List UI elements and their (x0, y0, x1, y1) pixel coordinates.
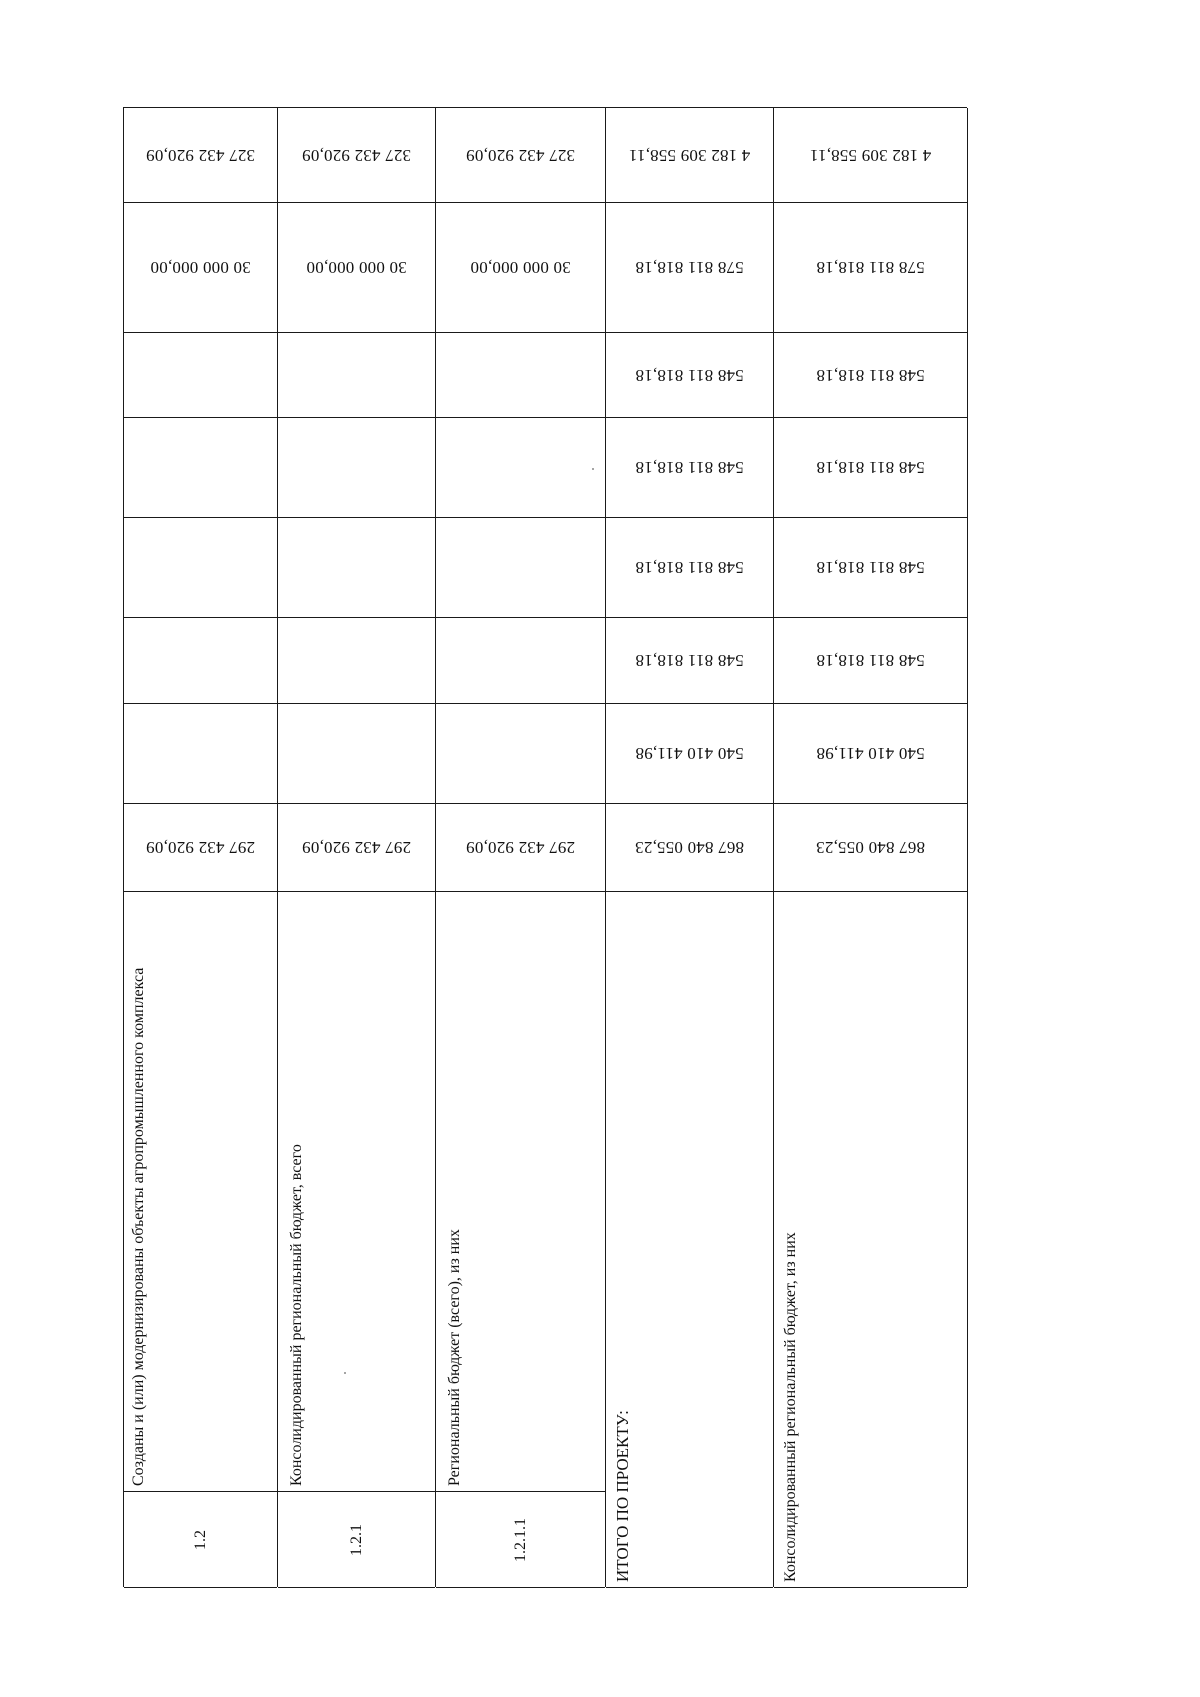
label-cell (606, 892, 773, 1588)
value-2026 (436, 618, 605, 703)
value-cell (606, 333, 773, 418)
value-2026: 548 811 818,18 (635, 651, 744, 671)
value-2026: 548 811 818,18 (816, 651, 925, 671)
table-row-1-2 (124, 108, 278, 1587)
row-code: 1.2.1 (347, 1523, 365, 1556)
value-2025: 540 410 411,98 (635, 744, 744, 764)
value-2024: 297 432 920,09 (465, 838, 576, 858)
label-cell (278, 892, 435, 1492)
value-2029 (436, 333, 605, 417)
row-label: Созданы и (или) модернизированы объекты агропромышленного комплекса (130, 967, 147, 1486)
row-code: 1.2 (191, 1529, 209, 1550)
value-cell (124, 418, 277, 518)
value-cell (606, 618, 773, 704)
row-label: Региональный бюджет (всего), из них (446, 1229, 463, 1486)
value-cell (278, 518, 435, 618)
value-cell (124, 804, 277, 892)
total-cell (124, 108, 277, 203)
total-cell (606, 108, 773, 203)
value-2024: 867 840 055,23 (634, 838, 745, 858)
label-cell (124, 892, 277, 1492)
value-2025 (436, 704, 605, 803)
value-cell (436, 203, 605, 333)
value-2026 (124, 618, 277, 703)
value-2027 (124, 518, 277, 617)
value-cell (436, 518, 605, 618)
code-cell (278, 1492, 435, 1588)
value-2030: 578 811 818,18 (635, 258, 744, 278)
label-cell (774, 892, 967, 1588)
row-code: 1.2.1.1 (511, 1517, 529, 1562)
value-cell (278, 333, 435, 418)
value-total: 327 432 920,09 (145, 146, 256, 165)
value-cell (774, 618, 967, 704)
value-cell (278, 704, 435, 804)
value-cell (774, 418, 967, 518)
value-total: 327 432 920,09 (465, 146, 576, 165)
value-2027: 548 811 818,18 (635, 558, 744, 578)
total-cell (774, 108, 967, 203)
value-2029: 548 811 818,18 (816, 366, 925, 385)
value-2030: 30 000 000,00 (150, 258, 251, 278)
code-cell (124, 1492, 277, 1588)
table-row-consolidated-budget (774, 108, 968, 1587)
total-cell (278, 108, 435, 203)
scan-speck (592, 468, 594, 470)
value-cell (436, 804, 605, 892)
value-2029: 548 811 818,18 (635, 366, 744, 385)
value-cell (774, 333, 967, 418)
value-cell (124, 333, 277, 418)
value-cell (774, 203, 967, 333)
table-row-1-2-1-1 (436, 108, 606, 1587)
label-cell (436, 892, 605, 1492)
value-2025 (124, 704, 277, 803)
value-cell (436, 418, 605, 518)
value-2024: 867 840 055,23 (815, 838, 926, 858)
row-label: Консолидированный региональный бюджет, из них (782, 1232, 799, 1582)
value-cell (436, 333, 605, 418)
value-2027 (436, 518, 605, 617)
value-cell (774, 804, 967, 892)
scan-speck (344, 1372, 346, 1374)
value-cell (774, 518, 967, 618)
value-cell (606, 704, 773, 804)
value-2024: 297 432 920,09 (145, 838, 256, 858)
value-cell (278, 618, 435, 704)
value-2029 (124, 333, 277, 417)
row-label: Консолидированный региональный бюджет, всего (288, 1144, 305, 1486)
value-cell (124, 203, 277, 333)
value-2024: 297 432 920,09 (301, 838, 412, 858)
code-cell (436, 1492, 605, 1588)
value-cell (124, 704, 277, 804)
value-cell (606, 804, 773, 892)
value-cell (278, 203, 435, 333)
budget-table (123, 107, 967, 1587)
row-label: ИТОГО ПО ПРОЕКТУ: (613, 1410, 632, 1582)
value-2026 (278, 618, 435, 703)
value-2025 (278, 704, 435, 803)
value-2025: 540 410 411,98 (816, 744, 925, 764)
value-2030: 30 000 000,00 (470, 258, 571, 278)
value-2028 (278, 418, 435, 517)
value-2028: 548 811 818,18 (635, 458, 744, 478)
value-total: 4 182 309 558,11 (809, 146, 932, 165)
value-cell (774, 704, 967, 804)
value-2030: 578 811 818,18 (816, 258, 925, 278)
value-2028 (124, 418, 277, 517)
value-total: 327 432 920,09 (301, 146, 412, 165)
value-cell (436, 618, 605, 704)
value-cell (124, 618, 277, 704)
table-row-project-total (606, 108, 774, 1587)
value-cell (606, 518, 773, 618)
value-cell (278, 804, 435, 892)
value-cell (278, 418, 435, 518)
table-row-1-2-1 (278, 108, 436, 1587)
value-2030: 30 000 000,00 (306, 258, 407, 278)
value-cell (124, 518, 277, 618)
value-cell (436, 704, 605, 804)
total-cell (436, 108, 605, 203)
value-2029 (278, 333, 435, 417)
value-cell (606, 203, 773, 333)
value-2027 (278, 518, 435, 617)
value-2027: 548 811 818,18 (816, 558, 925, 578)
value-2028 (436, 418, 605, 517)
value-2028: 548 811 818,18 (816, 458, 925, 478)
value-cell (606, 418, 773, 518)
value-total: 4 182 309 558,11 (628, 146, 751, 165)
